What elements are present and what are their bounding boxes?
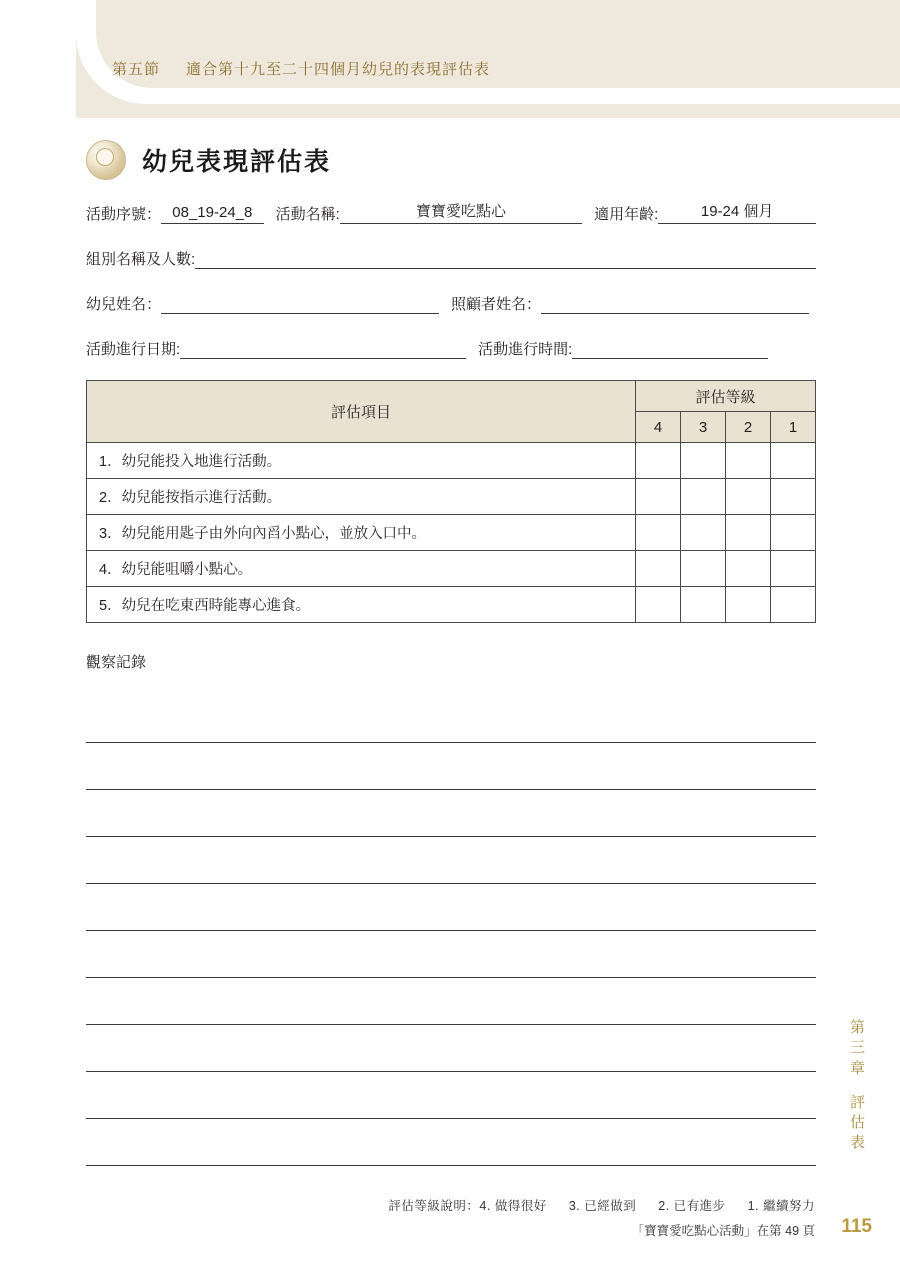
caregiver-name-value[interactable] <box>541 294 809 314</box>
activity-date-label: 活動進行日期: <box>86 341 181 358</box>
rating-item-3: 3．幼兒能用匙子由外向內舀小點心，並放入口中。 <box>87 515 636 551</box>
rating-cell-1-1[interactable] <box>771 443 816 479</box>
rating-item-1: 1．幼兒能投入地進行活動。 <box>87 443 636 479</box>
observation-line[interactable] <box>86 837 816 884</box>
form-row-group <box>86 248 816 269</box>
activity-time-value[interactable] <box>572 339 768 359</box>
header-score-2: 2 <box>726 412 771 443</box>
side-tab-label: 評估表 <box>849 1093 866 1152</box>
bullet-circle-icon <box>86 140 126 180</box>
header-score-4: 4 <box>636 412 681 443</box>
observation-line[interactable] <box>86 696 816 743</box>
form-row-names <box>86 293 816 314</box>
header-section-strip <box>112 52 490 84</box>
form-row-activity <box>86 200 816 224</box>
page-title-row <box>86 140 331 180</box>
legend-2: 2. 已有進步 <box>658 1199 726 1213</box>
rating-item-4: 4．幼兒能咀嚼小點心。 <box>87 551 636 587</box>
rating-cell-4-1[interactable] <box>771 551 816 587</box>
table-row <box>87 587 816 623</box>
page-header-band <box>0 0 900 118</box>
side-tab-chapter: 第三章 <box>849 1019 866 1077</box>
age-range-value[interactable]: 19-24 個月 <box>658 200 816 224</box>
rating-cell-4-4[interactable] <box>636 551 681 587</box>
rating-cell-2-4[interactable] <box>636 479 681 515</box>
child-name-label: 幼兒姓名： <box>86 296 162 313</box>
group-label: 組別名稱及人數: <box>86 251 196 268</box>
rating-cell-1-4[interactable] <box>636 443 681 479</box>
header-notch <box>0 0 76 118</box>
rating-item-5: 5．幼兒在吃東西時能專心進食。 <box>87 587 636 623</box>
rating-cell-4-3[interactable] <box>681 551 726 587</box>
legend-4: 評估等級說明：4. 做得很好 <box>388 1199 547 1213</box>
observation-line[interactable] <box>86 1119 816 1166</box>
form-row-datetime <box>86 338 816 359</box>
observation-line[interactable] <box>86 790 816 837</box>
observation-line[interactable] <box>86 743 816 790</box>
activity-name-value[interactable]: 寶寶愛吃點心 <box>340 200 582 224</box>
activity-date-value[interactable] <box>180 339 466 359</box>
table-row <box>87 515 816 551</box>
legend-3: 3. 已經做到 <box>568 1199 637 1213</box>
rating-cell-1-2[interactable] <box>726 443 771 479</box>
rating-cell-3-4[interactable] <box>636 515 681 551</box>
age-range-label: 適用年齡: <box>594 206 659 223</box>
rating-cell-3-3[interactable] <box>681 515 726 551</box>
header-right-edge <box>872 104 900 118</box>
rating-legend <box>388 1196 815 1214</box>
header-item-column: 評估項目 <box>87 381 636 443</box>
rating-cell-3-2[interactable] <box>726 515 771 551</box>
header-section-number: 第五節 <box>112 60 161 78</box>
child-name-value[interactable] <box>161 294 439 314</box>
rating-cell-5-2[interactable] <box>726 587 771 623</box>
rating-table <box>86 380 816 623</box>
rating-cell-5-3[interactable] <box>681 587 726 623</box>
observation-line[interactable] <box>86 1072 816 1119</box>
header-section-title: 適合第十九至二十四個月幼兒的表現評估表 <box>186 60 491 78</box>
table-row <box>87 551 816 587</box>
side-tab <box>846 1018 870 1154</box>
rating-cell-2-2[interactable] <box>726 479 771 515</box>
observation-line[interactable] <box>86 931 816 978</box>
legend-1: 1. 繼續努力 <box>747 1199 815 1213</box>
rating-cell-1-3[interactable] <box>681 443 726 479</box>
group-value[interactable] <box>195 249 816 269</box>
page-number: 115 <box>841 1216 872 1237</box>
rating-item-2: 2．幼兒能按指示進行活動。 <box>87 479 636 515</box>
observation-lines[interactable] <box>86 696 816 1166</box>
page-title: 幼兒表現評估表 <box>142 148 332 176</box>
observation-line[interactable] <box>86 978 816 1025</box>
rating-table-header-row-1 <box>87 381 816 412</box>
rating-cell-3-1[interactable] <box>771 515 816 551</box>
caregiver-name-label: 照顧者姓名： <box>451 296 542 313</box>
activity-seq-label: 活動序號： <box>86 206 162 223</box>
header-rating-group: 評估等級 <box>636 381 816 412</box>
rating-cell-4-2[interactable] <box>726 551 771 587</box>
rating-cell-5-1[interactable] <box>771 587 816 623</box>
assessment-form <box>86 200 816 383</box>
observation-line[interactable] <box>86 884 816 931</box>
header-score-1: 1 <box>771 412 816 443</box>
activity-name-label: 活動名稱: <box>275 206 340 223</box>
header-score-3: 3 <box>681 412 726 443</box>
activity-reference: 「寶寶愛吃點心活動」在第 49 頁 <box>631 1224 815 1238</box>
observation-line[interactable] <box>86 1025 816 1072</box>
observation-label: 觀察記錄 <box>86 654 147 671</box>
page-content <box>0 118 900 1274</box>
table-row <box>87 443 816 479</box>
rating-cell-5-4[interactable] <box>636 587 681 623</box>
rating-cell-2-1[interactable] <box>771 479 816 515</box>
activity-time-label: 活動進行時間: <box>478 341 573 358</box>
activity-seq-value[interactable]: 08_19-24_8 <box>161 204 264 224</box>
rating-cell-2-3[interactable] <box>681 479 726 515</box>
table-row <box>87 479 816 515</box>
